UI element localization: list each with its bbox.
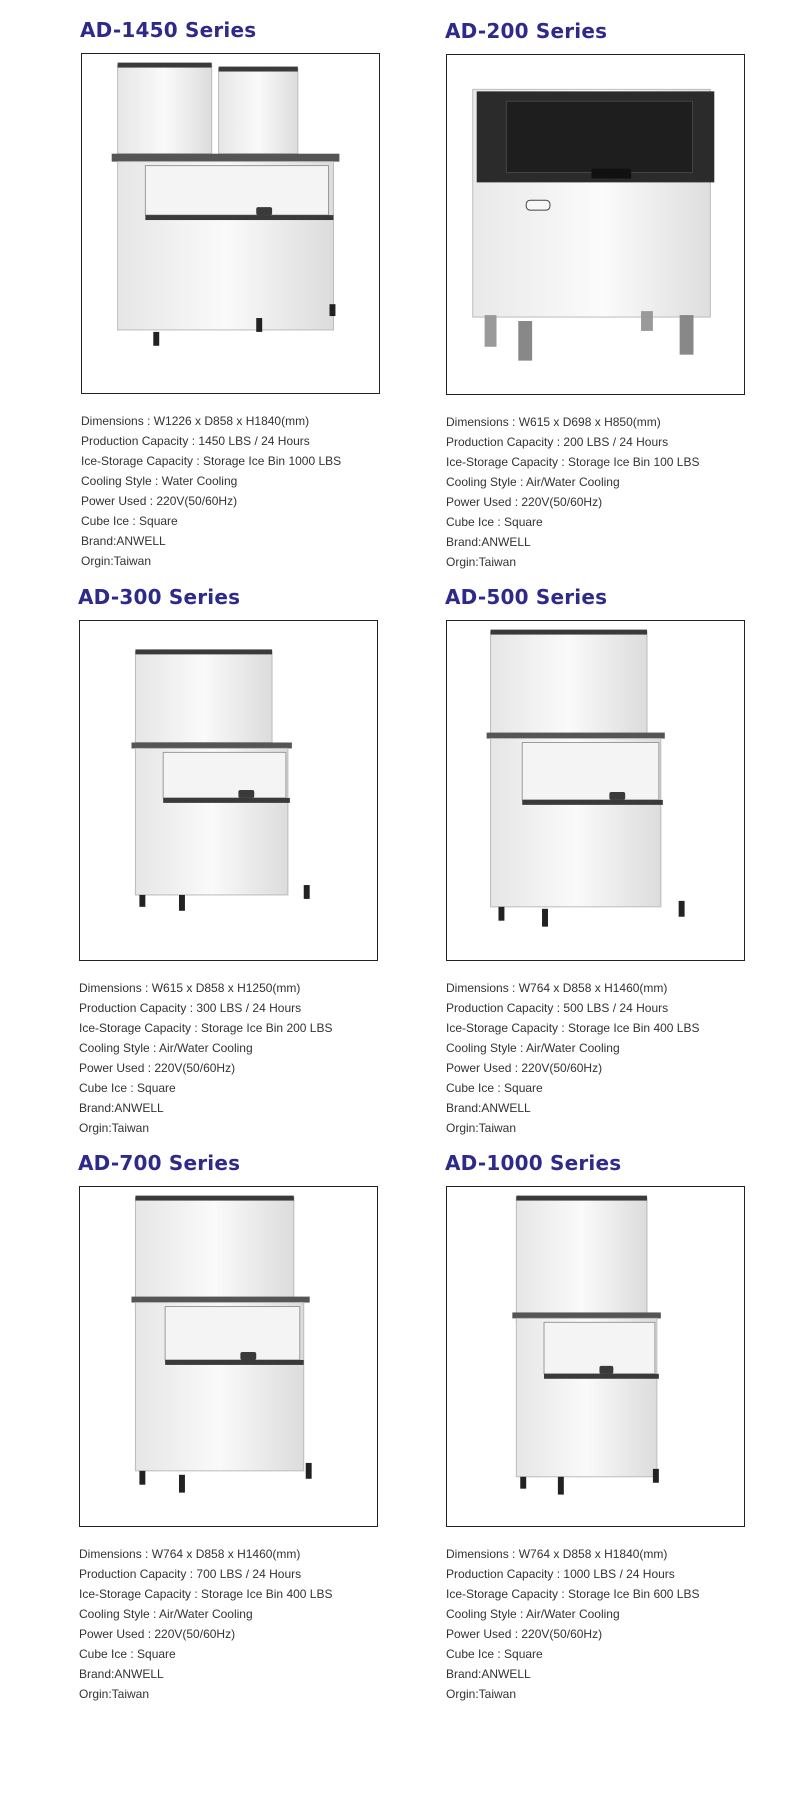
spec-brand: Brand:ANWELL xyxy=(79,1101,164,1115)
spec-storage-capacity: Ice-Storage Capacity : Storage Ice Bin 200 LBS xyxy=(79,1021,333,1035)
ice-machine-ad-200-photo[interactable] xyxy=(446,54,745,395)
product-specs xyxy=(79,978,332,1138)
spec-cooling-style: Cooling Style : Air/Water Cooling xyxy=(79,1041,253,1055)
product-title: AD-500 Series xyxy=(445,585,608,609)
spec-dimensions: Dimensions : W764 x D858 x H1840(mm) xyxy=(446,1547,668,1561)
ice-machine-illustration xyxy=(447,55,744,394)
spec-power: Power Used : 220V(50/60Hz) xyxy=(81,494,238,508)
spec-origin: Orgin:Taiwan xyxy=(79,1687,150,1701)
spec-cube-ice: Cube Ice : Square xyxy=(81,514,178,528)
spec-production-capacity: Production Capacity : 700 LBS / 24 Hours xyxy=(79,1567,302,1581)
product-specs xyxy=(446,1544,699,1704)
spec-storage-capacity: Ice-Storage Capacity : Storage Ice Bin 400 LBS xyxy=(79,1587,333,1601)
ice-machine-illustration xyxy=(80,621,377,960)
ice-machine-illustration xyxy=(447,621,744,960)
spec-cooling-style: Cooling Style : Air/Water Cooling xyxy=(446,1607,620,1621)
spec-power: Power Used : 220V(50/60Hz) xyxy=(79,1627,236,1641)
spec-dimensions: Dimensions : W615 x D698 x H850(mm) xyxy=(446,415,661,429)
spec-origin: Orgin:Taiwan xyxy=(446,1121,517,1135)
spec-origin: Orgin:Taiwan xyxy=(446,555,517,569)
spec-cube-ice: Cube Ice : Square xyxy=(79,1647,176,1661)
product-card-ad-1450 xyxy=(80,18,420,568)
product-card-ad-500 xyxy=(445,585,785,1135)
spec-dimensions: Dimensions : W764 x D858 x H1460(mm) xyxy=(446,981,668,995)
spec-production-capacity: Production Capacity : 1450 LBS / 24 Hours xyxy=(81,434,310,448)
product-title: AD-1450 Series xyxy=(80,18,257,42)
spec-brand: Brand:ANWELL xyxy=(81,534,166,548)
spec-cooling-style: Cooling Style : Air/Water Cooling xyxy=(446,1041,620,1055)
spec-cube-ice: Cube Ice : Square xyxy=(446,1081,543,1095)
ice-machine-ad-1450-photo[interactable] xyxy=(81,53,380,394)
product-specs xyxy=(446,978,699,1138)
product-card-ad-700 xyxy=(78,1151,418,1701)
ice-machine-illustration xyxy=(82,54,379,393)
ice-machine-ad-300-photo[interactable] xyxy=(79,620,378,961)
spec-brand: Brand:ANWELL xyxy=(446,1101,531,1115)
product-title: AD-300 Series xyxy=(78,585,241,609)
spec-dimensions: Dimensions : W615 x D858 x H1250(mm) xyxy=(79,981,301,995)
product-card-ad-200 xyxy=(445,19,785,569)
product-title: AD-700 Series xyxy=(78,1151,241,1175)
product-specs xyxy=(81,411,341,571)
spec-brand: Brand:ANWELL xyxy=(446,1667,531,1681)
spec-brand: Brand:ANWELL xyxy=(79,1667,164,1681)
ice-machine-ad-1000-photo[interactable] xyxy=(446,1186,745,1527)
product-specs xyxy=(79,1544,332,1704)
spec-origin: Orgin:Taiwan xyxy=(446,1687,517,1701)
spec-production-capacity: Production Capacity : 1000 LBS / 24 Hours xyxy=(446,1567,675,1581)
spec-power: Power Used : 220V(50/60Hz) xyxy=(446,1061,603,1075)
product-specs xyxy=(446,412,699,572)
product-title: AD-200 Series xyxy=(445,19,608,43)
spec-cube-ice: Cube Ice : Square xyxy=(446,1647,543,1661)
spec-production-capacity: Production Capacity : 300 LBS / 24 Hours xyxy=(79,1001,302,1015)
spec-power: Power Used : 220V(50/60Hz) xyxy=(79,1061,236,1075)
spec-cube-ice: Cube Ice : Square xyxy=(79,1081,176,1095)
spec-production-capacity: Production Capacity : 200 LBS / 24 Hours xyxy=(446,435,669,449)
spec-origin: Orgin:Taiwan xyxy=(81,554,152,568)
spec-power: Power Used : 220V(50/60Hz) xyxy=(446,1627,603,1641)
product-card-ad-300 xyxy=(78,585,418,1135)
spec-production-capacity: Production Capacity : 500 LBS / 24 Hours xyxy=(446,1001,669,1015)
ice-machine-illustration xyxy=(80,1187,377,1526)
spec-storage-capacity: Ice-Storage Capacity : Storage Ice Bin 600 LBS xyxy=(446,1587,700,1601)
spec-power: Power Used : 220V(50/60Hz) xyxy=(446,495,603,509)
product-title: AD-1000 Series xyxy=(445,1151,622,1175)
spec-dimensions: Dimensions : W1226 x D858 x H1840(mm) xyxy=(81,414,310,428)
spec-cooling-style: Cooling Style : Air/Water Cooling xyxy=(79,1607,253,1621)
spec-cooling-style: Cooling Style : Air/Water Cooling xyxy=(446,475,620,489)
ice-machine-illustration xyxy=(447,1187,744,1526)
spec-origin: Orgin:Taiwan xyxy=(79,1121,150,1135)
spec-storage-capacity: Ice-Storage Capacity : Storage Ice Bin 1000 LBS xyxy=(81,454,342,468)
ice-machine-ad-700-photo[interactable] xyxy=(79,1186,378,1527)
ice-machine-ad-500-photo[interactable] xyxy=(446,620,745,961)
spec-storage-capacity: Ice-Storage Capacity : Storage Ice Bin 100 LBS xyxy=(446,455,700,469)
spec-brand: Brand:ANWELL xyxy=(446,535,531,549)
spec-dimensions: Dimensions : W764 x D858 x H1460(mm) xyxy=(79,1547,301,1561)
spec-storage-capacity: Ice-Storage Capacity : Storage Ice Bin 400 LBS xyxy=(446,1021,700,1035)
product-card-ad-1000 xyxy=(445,1151,785,1701)
spec-cube-ice: Cube Ice : Square xyxy=(446,515,543,529)
spec-cooling-style: Cooling Style : Water Cooling xyxy=(81,474,238,488)
